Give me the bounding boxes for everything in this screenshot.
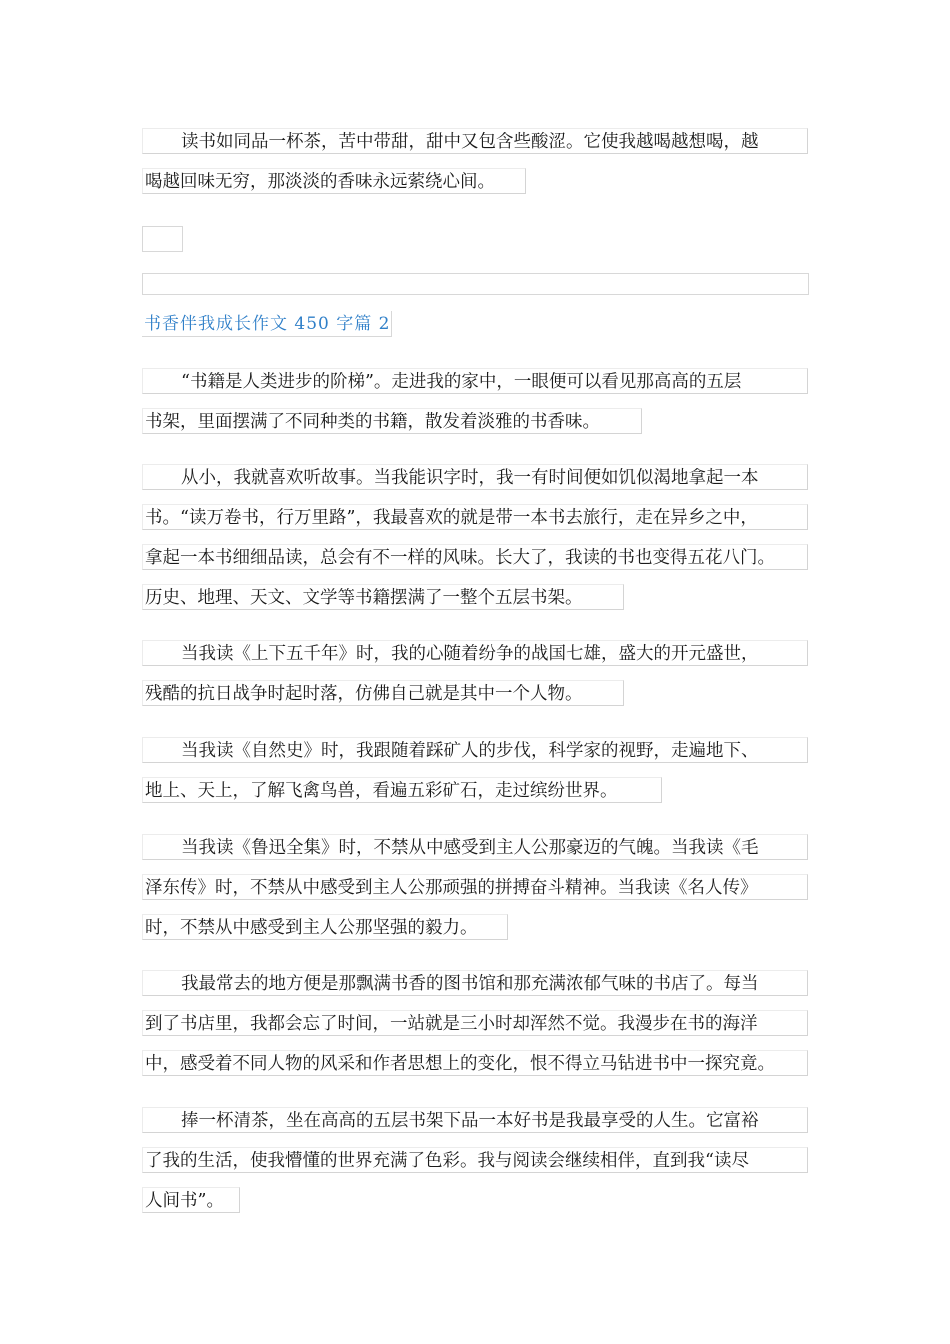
paragraph-5-line-3: 时，不禁从中感受到主人公那坚强的毅力。 — [142, 914, 508, 940]
paragraph-1-line-1: “书籍是人类进步的阶梯”。走进我的家中，一眼便可以看见那高高的五层 — [142, 368, 808, 394]
paragraph-6-line-3: 中，感受着不同人物的风采和作者思想上的变化，恨不得立马钻进书中一探究竟。 — [142, 1050, 808, 1076]
paragraph-2-line-3: 拿起一本书细细品读，总会有不一样的风味。长大了，我读的书也变得五花八门。 — [142, 544, 808, 570]
paragraph-7-line-3: 人间书”。 — [142, 1187, 240, 1213]
paragraph-3-line-2: 残酷的抗日战争时起时落，仿佛自己就是其中一个人物。 — [142, 680, 624, 706]
intro-line-1: 读书如同品一杯茶，苦中带甜，甜中又包含些酸涩。它使我越喝越想喝，越 — [142, 128, 808, 154]
paragraph-6-line-1: 我最常去的地方便是那飘满书香的图书馆和那充满浓郁气味的书店了。每当 — [142, 970, 808, 996]
paragraph-5-line-1: 当我读《鲁迅全集》时，不禁从中感受到主人公那豪迈的气魄。当我读《毛 — [142, 834, 808, 860]
paragraph-7-line-1: 捧一杯清茶，坐在高高的五层书架下品一本好书是我最享受的人生。它富裕 — [142, 1107, 808, 1133]
paragraph-2-line-4: 历史、地理、天文、文学等书籍摆满了一整个五层书架。 — [142, 584, 624, 610]
empty-text-box — [142, 226, 183, 252]
paragraph-4-line-1: 当我读《自然史》时，我跟随着踩矿人的步伐，科学家的视野，走遍地下、 — [142, 737, 808, 763]
paragraph-1-line-2: 书架，里面摆满了不同种类的书籍，散发着淡雅的书香味。 — [142, 408, 642, 434]
paragraph-3-line-1: 当我读《上下五千年》时，我的心随着纷争的战国七雄，盛大的开元盛世， — [142, 640, 808, 666]
paragraph-6-line-2: 到了书店里，我都会忘了时间，一站就是三小时却浑然不觉。我漫步在书的海洋 — [142, 1010, 808, 1036]
paragraph-5-line-2: 泽东传》时，不禁从中感受到主人公那顽强的拼搏奋斗精神。当我读《名人传》 — [142, 874, 808, 900]
paragraph-4-line-2: 地上、天上，了解飞禽鸟兽，看遍五彩矿石，走过缤纷世界。 — [142, 777, 662, 803]
separator-box — [142, 273, 809, 295]
paragraph-2-line-2: 书。“读万卷书，行万里路”，我最喜欢的就是带一本书去旅行，走在异乡之中， — [142, 504, 808, 530]
intro-line-2: 喝越回味无穷，那淡淡的香味永远萦绕心间。 — [142, 168, 526, 194]
paragraph-2-line-1: 从小，我就喜欢听故事。当我能识字时，我一有时间便如饥似渴地拿起一本 — [142, 464, 808, 490]
paragraph-7-line-2: 了我的生活，使我懵懂的世界充满了色彩。我与阅读会继续相伴，直到我“读尽 — [142, 1147, 808, 1173]
section-heading: 书香伴我成长作文 450 字篇 2 — [142, 311, 392, 337]
